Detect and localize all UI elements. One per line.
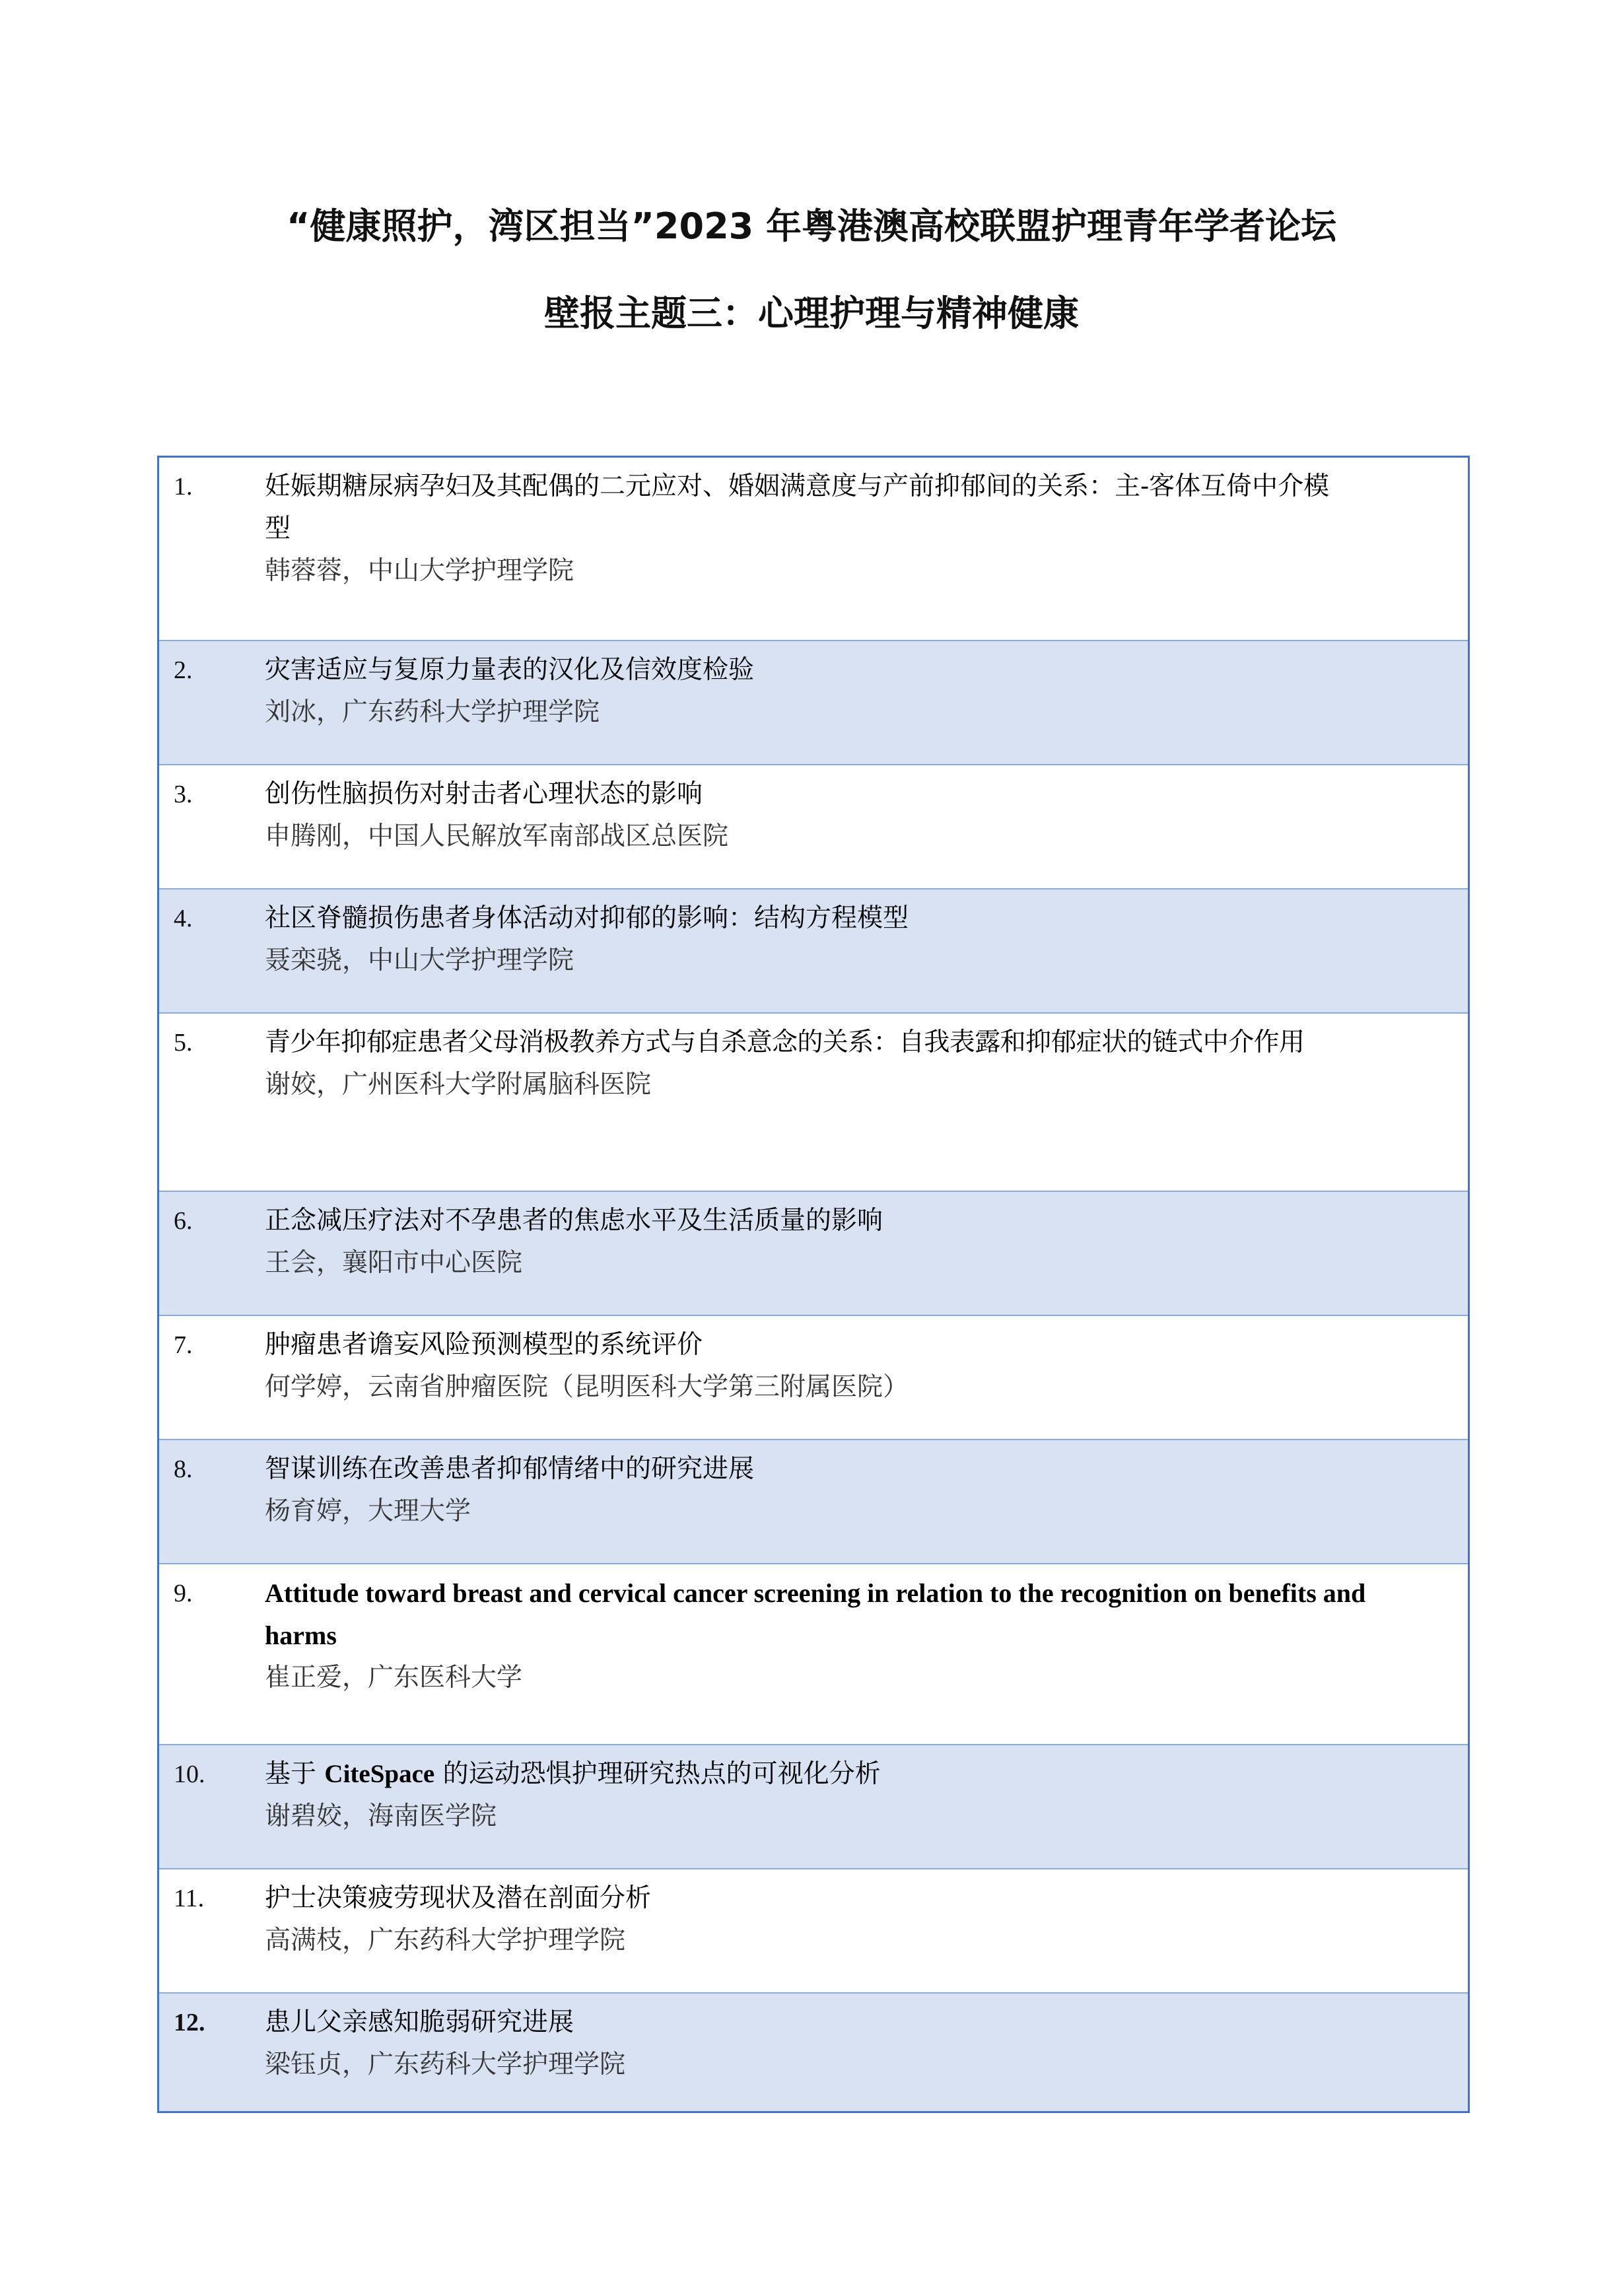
entry-number: 2. xyxy=(174,656,193,684)
page-subtitle: 壁报主题三：心理护理与精神健康 xyxy=(544,293,1079,334)
entry-title-line: 型 xyxy=(265,514,291,543)
entry-title: 社区脊髓损伤患者身体活动对抑郁的影响：结构方程模型 xyxy=(265,903,909,933)
entry-title: 智谋训练在改善患者抑郁情绪中的研究进展 xyxy=(265,1454,755,1484)
entry-title xyxy=(265,466,1459,550)
entry-content xyxy=(265,1572,1459,1699)
entry-number: 5. xyxy=(174,1029,193,1057)
entry-author: 申腾刚，中国人民解放军南部战区总医院 xyxy=(265,821,729,851)
table-row xyxy=(159,640,1468,764)
table-row xyxy=(159,1315,1468,1439)
entry-content xyxy=(265,1448,1459,1533)
entry-author: 何学婷，云南省肿瘤医院（昆明医科大学第三附属医院） xyxy=(265,1372,909,1402)
entry-content xyxy=(265,897,1459,982)
entry-number: 11. xyxy=(174,1885,205,1912)
entry-number: 6. xyxy=(174,1207,193,1235)
entry-title: 患儿父亲感知脆弱研究进展 xyxy=(265,2007,574,2037)
entry-title-line: 妊娠期糖尿病孕妇及其配偶的二元应对、婚姻满意度与产前抑郁间的关系：主-客体互倚中介模 xyxy=(265,471,1330,501)
entry-author: 谢碧姣，海南医学院 xyxy=(265,1801,497,1831)
entry-number: 10. xyxy=(174,1760,205,1788)
entry-title: 肿瘤患者谵妄风险预测模型的系统评价 xyxy=(265,1330,703,1360)
entry-number: 3. xyxy=(174,781,193,808)
entry-title: 正念减压疗法对不孕患者的焦虑水平及生活质量的影响 xyxy=(265,1206,883,1235)
page-title: “健康照护，湾区担当”2023 年粤港澳高校联盟护理青年学者论坛 xyxy=(286,205,1337,247)
entry-title: 护士决策疲劳现状及潜在剖面分析 xyxy=(265,1883,652,1913)
table-row xyxy=(159,1012,1468,1191)
entry-title: 青少年抑郁症患者父母消极教养方式与自杀意念的关系：自我表露和抑郁症状的链式中介作用 xyxy=(265,1027,1305,1057)
entry-title: 创伤性脑损伤对射击者心理状态的影响 xyxy=(265,779,703,809)
entry-number: 1. xyxy=(174,473,193,501)
table-row xyxy=(159,1563,1468,1744)
entry-number: 9. xyxy=(174,1580,193,1607)
entry-author: 梁钰贞，广东药科大学护理学院 xyxy=(265,2050,626,2079)
entry-number: 7. xyxy=(174,1331,193,1359)
entry-content xyxy=(265,1877,1459,1962)
entry-content xyxy=(265,773,1459,858)
entry-author: 高满枝，广东药科大学护理学院 xyxy=(265,1926,626,1955)
table-row xyxy=(159,1439,1468,1563)
entry-title: 灾害适应与复原力量表的汉化及信效度检验 xyxy=(265,655,755,685)
entry-author: 崔正爱，广东医科大学 xyxy=(265,1663,523,1692)
entry-title xyxy=(265,1753,1459,1795)
entry-content xyxy=(265,1022,1459,1106)
entry-title-part: 的运动恐惧护理研究热点的可视化分析 xyxy=(434,1759,881,1789)
entry-title-part: 基于 xyxy=(265,1759,325,1789)
entry-title-line: harms xyxy=(265,1620,337,1650)
entry-title-latin: CiteSpace xyxy=(324,1760,435,1788)
table-row xyxy=(159,764,1468,888)
entry-content xyxy=(265,649,1459,734)
entry-content xyxy=(265,1753,1459,1838)
entry-author: 聂栾骁，中山大学护理学院 xyxy=(265,946,574,975)
entry-number: 12. xyxy=(174,2009,205,2036)
entry-content xyxy=(265,2001,1459,2086)
entry-number: 4. xyxy=(174,905,193,932)
entry-title-line: Attitude toward breast and cervical cancer screening in relation to the recognition on benefits and xyxy=(265,1578,1366,1608)
entry-content xyxy=(265,466,1459,592)
poster-list-table xyxy=(157,456,1470,2113)
entry-author: 谢姣，广州医科大学附属脑科医院 xyxy=(265,1070,652,1099)
table-row xyxy=(159,1992,1468,2111)
entry-number: 8. xyxy=(174,1455,193,1483)
entry-author: 杨育婷，大理大学 xyxy=(265,1496,471,1526)
entry-author: 韩蓉蓉，中山大学护理学院 xyxy=(265,556,574,586)
entry-author: 刘冰，广东药科大学护理学院 xyxy=(265,697,600,727)
table-row xyxy=(159,888,1468,1012)
entry-author: 王会，襄阳市中心医院 xyxy=(265,1248,523,1278)
entry-title xyxy=(265,1572,1459,1657)
table-row xyxy=(159,458,1468,640)
table-row xyxy=(159,1744,1468,1868)
table-row xyxy=(159,1868,1468,1992)
table-row xyxy=(159,1191,1468,1315)
entry-content xyxy=(265,1200,1459,1284)
entry-content xyxy=(265,1324,1459,1409)
